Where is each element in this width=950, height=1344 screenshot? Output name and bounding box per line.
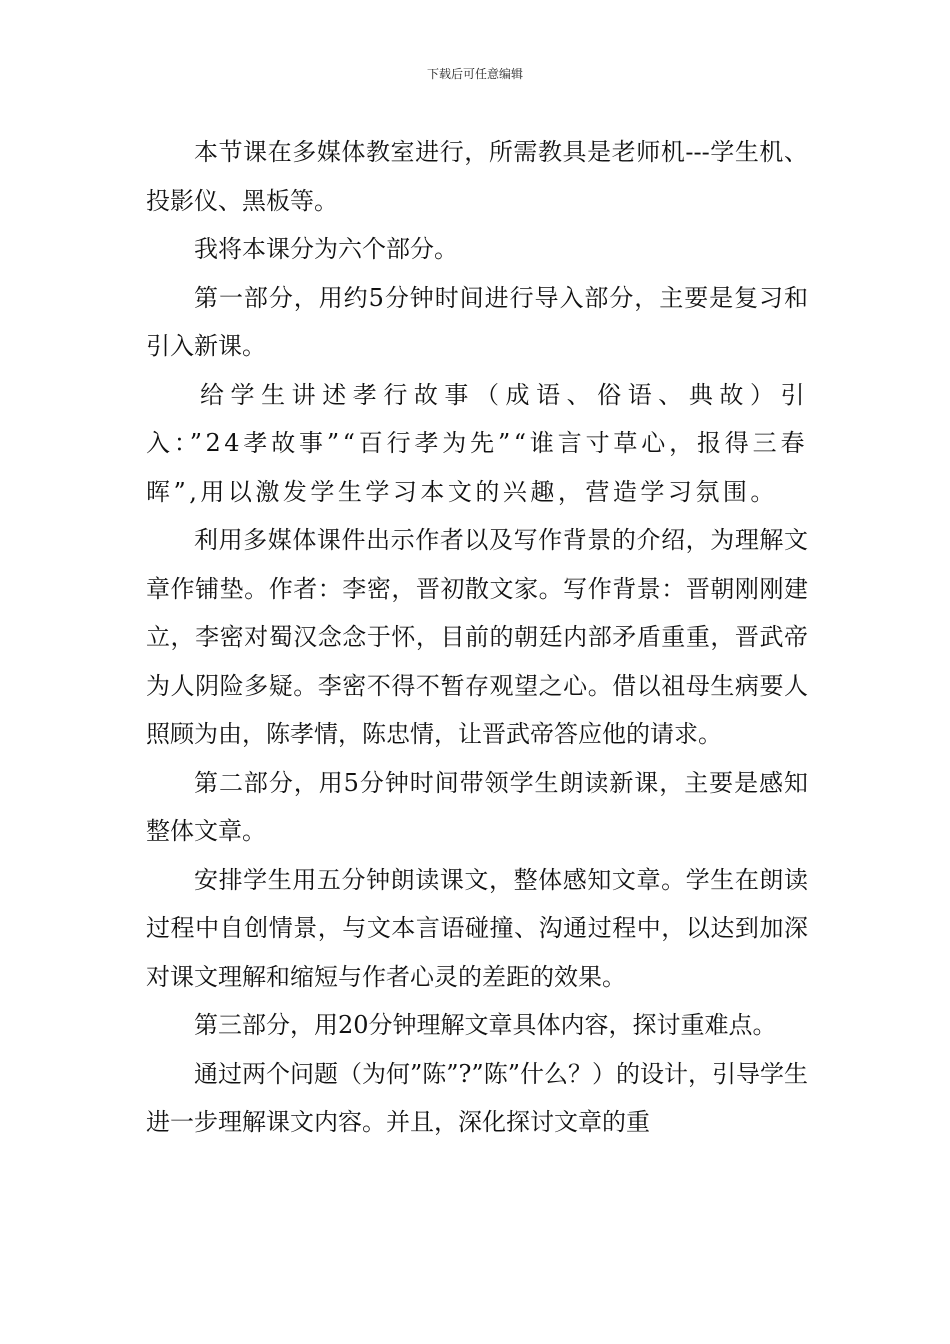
paragraph-six-parts: 我将本课分为六个部分。 [194, 235, 458, 263]
paragraph-part-two: 第二部分，用5分钟时间带领学生朗读新课，主要是感知整体文章。 [146, 768, 808, 845]
document-body [146, 128, 808, 1147]
paragraph-part-one: 第一部分，用约5分钟时间进行导入部分，主要是复习和引入新课。 [146, 283, 808, 360]
paragraph-reading: 安排学生用五分钟朗读课文，整体感知文章。学生在朗读过程中自创情景，与文本言语碰撞、沟通过程中，以达到加深对课文理解和缩短与作者心灵的差距的效果。 [146, 865, 808, 991]
paragraph-filial-stories: 给学生讲述孝行故事（成语、俗语、典故）引入：”24孝故事”“百行孝为先”“谁言寸草心，报得三春晖”,用以激发学生学习本文的兴趣，营造学习氛围。 [146, 380, 808, 506]
paragraph-part-three: 第三部分，用20分钟理解文章具体内容，探讨重难点。 [194, 1011, 777, 1039]
paragraph-teaching-tools: 本节课在多媒体教室进行，所需教具是老师机---学生机、投影仪、黑板等。 [146, 138, 808, 215]
paragraph-two-questions: 通过两个问题（为何”陈”?”陈”什么？）的设计，引导学生进一步理解课文内容。并且，深化探讨文章的重 [146, 1059, 808, 1136]
paragraph-author-background: 利用多媒体课件出示作者以及写作背景的介绍，为理解文章作铺垫。作者：李密，晋初散文家。写作背景：晋朝刚刚建立，李密对蜀汉念念于怀，目前的朝廷内部矛盾重重，晋武帝为人阴险多疑。李密不得不暂存观望之心。借以祖母生病要人照顾为由，陈孝情，陈忠情，让晋武帝答应他的请求。 [146, 526, 808, 748]
page-header: 下载后可任意编辑 [426, 67, 523, 81]
